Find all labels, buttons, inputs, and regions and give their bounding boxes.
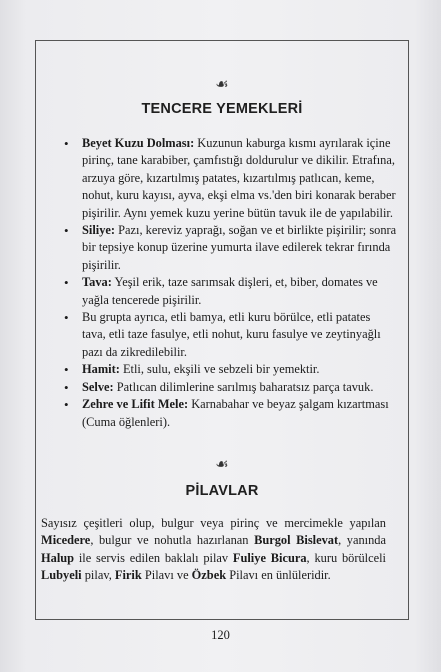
pilav-name: Özbek — [191, 568, 227, 583]
dish-list — [62, 135, 397, 431]
pilav-name: Burgol Bislevat — [254, 533, 339, 548]
pilav-name: Fuliye Bicura — [232, 550, 307, 565]
dish-description: Yeşil erik, taze sarımsak dişleri, et, biber, domates ve yağla tencerede pişirilir. — [82, 275, 378, 307]
bullet-icon: • — [64, 275, 69, 291]
dish-description: Bu grupta ayrıca, etli bamya, etli kuru börülce, etli patates tava, etli taze fasulye, etli nohut, kuru fasulye ve zeytinyağlı pazı da zikredilebilir. — [82, 310, 381, 359]
dish-name: Hamit: — [82, 362, 120, 377]
dish-name: Beyet Kuzu Dolması: — [82, 136, 195, 150]
pilav-paragraph: Sayısız çeşitleri olup, bulgur veya pirinç ve mercimekle yapılan Micedere, bulgur ve nohutla hazırlanan Burgol Bislevat, yanında Halup ile servis edilen baklalı pilav Fuliye Bicura, kuru börülceli Lubyeli pilav, Firik Pilavı ve Özbek Pilavı en ünlüleridir. — [41, 516, 386, 583]
dish-name: Selve: — [82, 379, 114, 394]
pilav-name: Firik — [114, 568, 142, 583]
pilav-name: Lubyeli — [41, 568, 82, 583]
bullet-icon: • — [64, 362, 69, 378]
dish-description: Pazı, kereviz yaprağı, soğan ve et birlikte pişirilir; sonra bir tepsiye konup üzerine yumurta ilave edilerek tekrar fırında pişirilir. — [82, 223, 397, 272]
text-frame — [35, 40, 409, 620]
section-title-tencere: TENCERE YEMEKLERİ — [141, 101, 303, 117]
dish-description: Karnabahar ve beyaz şalgam kızartması (Cuma öğlenleri). — [82, 397, 389, 429]
section-title-pilavlar: PİLAVLAR — [185, 483, 259, 499]
ornament-icon: ☙ — [215, 455, 229, 473]
list-item — [62, 222, 397, 274]
page-number: 120 — [211, 628, 230, 642]
pilav-name: Halup — [41, 550, 75, 565]
bullet-icon: • — [64, 310, 69, 326]
dish-name: Tava: — [82, 275, 112, 290]
list-item — [62, 309, 397, 361]
list-item — [62, 135, 397, 222]
dish-description: Patlıcan dilimlerine sarılmış baharatsız parça tavuk. — [113, 379, 374, 394]
ornament-icon: ☙ — [215, 75, 229, 93]
bullet-icon: • — [64, 136, 69, 151]
dish-name: Siliye: — [82, 223, 116, 238]
dish-description: Kuzunun kaburga kısmı ayrılarak içine pirinç, tane karabiber, çamfıstığı doldurulur ve dikilir. Etrafına, arzuya göre, kızartılmış patates, kızartılmış patlıcan, keme, nohut, kuru kayısı, ayva, ekşi elma vs.'den biri konarak beraber pişirilir. Aynı yemek kuzu yerine bütün tavuk ile de yapılabilir. — [82, 136, 396, 220]
dish-description: Etli, sulu, ekşili ve sebzeli bir yemektir. — [119, 362, 320, 377]
list-item — [62, 396, 397, 431]
list-item — [62, 361, 397, 378]
list-item — [62, 379, 397, 396]
pilav-name: Micedere — [41, 533, 91, 548]
bullet-icon: • — [64, 379, 69, 395]
bullet-icon: • — [64, 223, 69, 239]
list-item — [62, 274, 397, 309]
bullet-icon: • — [64, 397, 69, 413]
dish-name: Zehre ve Lifit Mele: — [82, 397, 189, 412]
